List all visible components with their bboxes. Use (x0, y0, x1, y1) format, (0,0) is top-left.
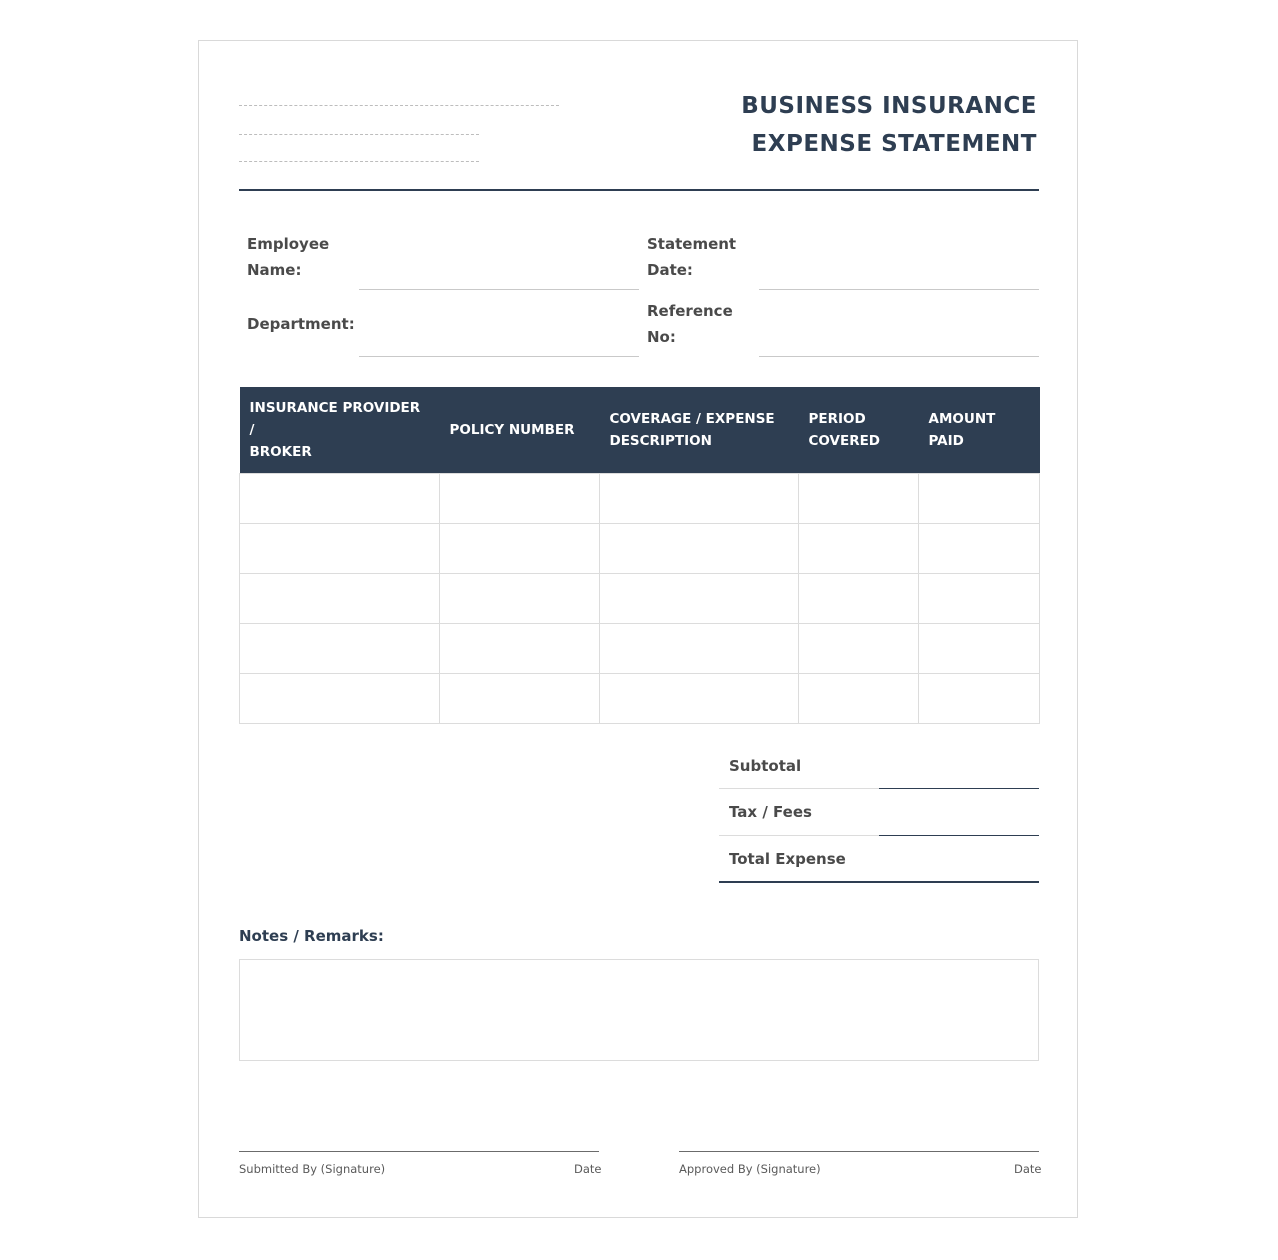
employee-name-label (247, 231, 329, 283)
table-cell[interactable] (919, 524, 1040, 574)
statement-page (198, 40, 1078, 1218)
table-cell[interactable] (919, 624, 1040, 674)
total-expense-field[interactable] (719, 881, 1039, 883)
submitted-by-label: Submitted By (Signature) (239, 1162, 386, 1176)
table-cell[interactable] (600, 624, 799, 674)
table-cell[interactable] (240, 624, 440, 674)
document-title (741, 87, 1037, 163)
table-row (240, 524, 1040, 574)
table-cell[interactable] (440, 524, 600, 574)
table-cell[interactable] (799, 624, 919, 674)
column-header-amount-paid: AMOUNT PAID (919, 387, 1040, 474)
table-cell[interactable] (240, 574, 440, 624)
subtotal-value-field[interactable] (879, 788, 1039, 789)
statement-date-field[interactable] (759, 289, 1039, 290)
table-row (240, 574, 1040, 624)
table-cell[interactable] (440, 574, 600, 624)
column-header-provider: INSURANCE PROVIDER / BROKER (240, 387, 440, 474)
expense-table (239, 387, 1040, 724)
submitted-date-label: Date (574, 1162, 602, 1176)
table-cell[interactable] (799, 474, 919, 524)
table-cell[interactable] (799, 674, 919, 724)
column-header-policy-number: POLICY NUMBER (440, 387, 600, 474)
subtotal-label: Subtotal (729, 757, 802, 775)
approved-date-label: Date (1014, 1162, 1042, 1176)
approved-by-label: Approved By (Signature) (679, 1162, 821, 1176)
employee-name-label-line1: Employee (247, 235, 330, 253)
company-name-line[interactable] (239, 105, 559, 106)
tax-fees-label: Tax / Fees (729, 803, 812, 821)
column-header-coverage: COVERAGE / EXPENSE DESCRIPTION (600, 387, 799, 474)
title-line-1: BUSINESS INSURANCE (741, 93, 1037, 119)
column-header-period: PERIOD COVERED (799, 387, 919, 474)
header-divider (239, 189, 1039, 191)
table-header-row (240, 387, 1040, 474)
table-cell[interactable] (799, 574, 919, 624)
table-cell[interactable] (919, 474, 1040, 524)
table-row (240, 624, 1040, 674)
reference-no-label-line2: No: (647, 328, 676, 346)
notes-label: Notes / Remarks: (239, 927, 384, 945)
table-cell[interactable] (440, 624, 600, 674)
employee-name-field[interactable] (359, 289, 639, 290)
table-cell[interactable] (440, 474, 600, 524)
total-expense-label: Total Expense (729, 850, 846, 868)
reference-no-field[interactable] (759, 356, 1039, 357)
reference-no-label (647, 298, 733, 350)
table-cell[interactable] (600, 524, 799, 574)
company-address-line[interactable] (239, 134, 479, 135)
table-row (240, 474, 1040, 524)
table-cell[interactable] (799, 524, 919, 574)
table-cell[interactable] (600, 474, 799, 524)
table-cell[interactable] (240, 674, 440, 724)
department-field[interactable] (359, 356, 639, 357)
tax-fees-separator (719, 835, 879, 836)
table-cell[interactable] (240, 524, 440, 574)
reference-no-label-line1: Reference (647, 302, 733, 320)
notes-textarea[interactable] (239, 959, 1039, 1061)
title-line-2: EXPENSE STATEMENT (751, 131, 1037, 157)
approved-signature-line[interactable] (679, 1151, 1039, 1152)
table-cell[interactable] (440, 674, 600, 724)
statement-date-label-line1: Statement (647, 235, 737, 253)
department-label: Department: (247, 315, 355, 333)
statement-date-label-line2: Date: (647, 261, 693, 279)
table-cell[interactable] (240, 474, 440, 524)
submitted-signature-line[interactable] (239, 1151, 599, 1152)
employee-name-label-line2: Name: (247, 261, 302, 279)
statement-date-label (647, 231, 736, 283)
tax-fees-value-field[interactable] (879, 835, 1039, 836)
table-cell[interactable] (600, 574, 799, 624)
subtotal-separator (719, 788, 879, 789)
table-cell[interactable] (919, 574, 1040, 624)
table-cell[interactable] (919, 674, 1040, 724)
table-row (240, 674, 1040, 724)
table-cell[interactable] (600, 674, 799, 724)
company-contact-line[interactable] (239, 161, 479, 162)
